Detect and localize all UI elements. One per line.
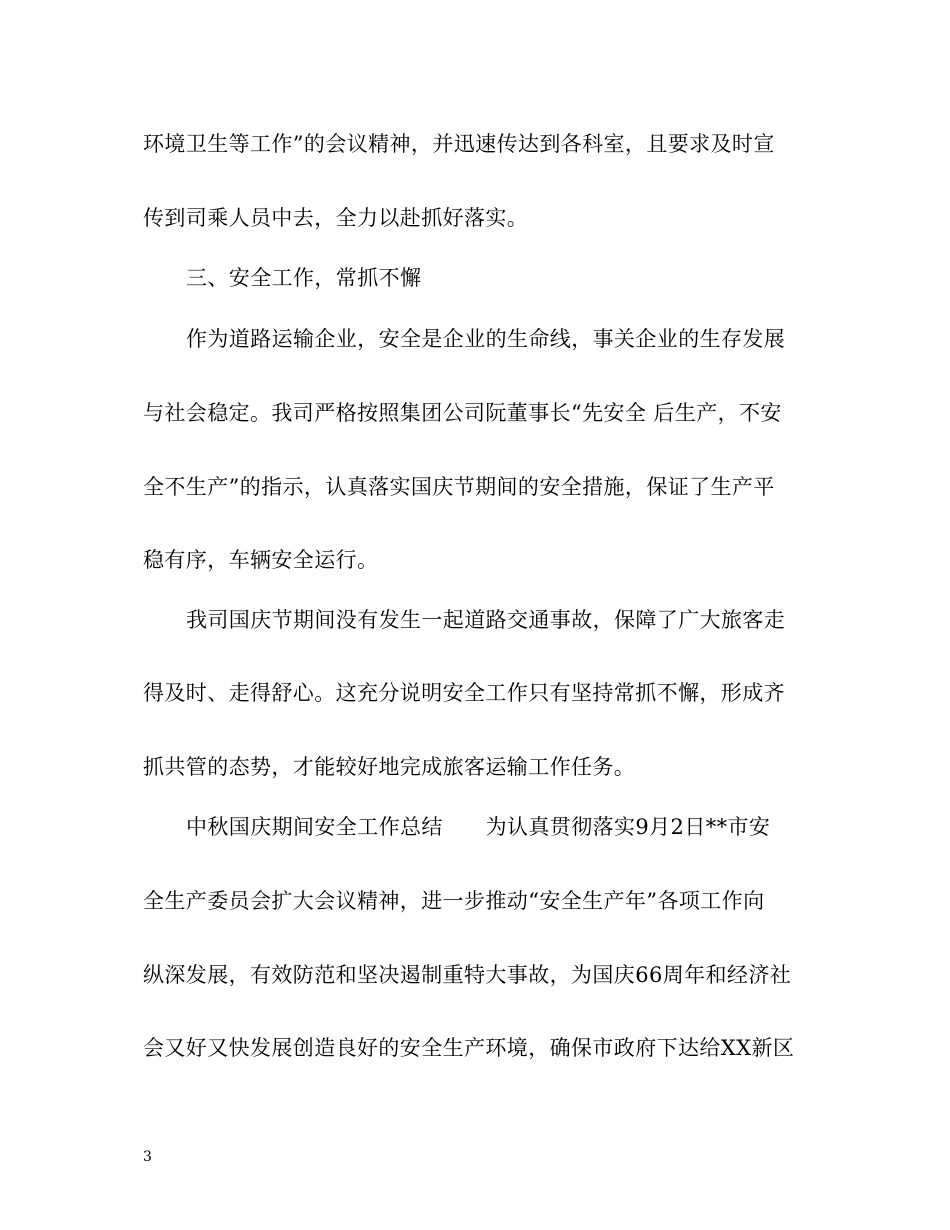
text-line: 全生产委员会扩大会议精神，进一步推动“安全生产年”各项工作向 <box>143 889 765 913</box>
text-line: 抓共管的态势，才能较好地完成旅客运输工作任务。 <box>143 755 636 779</box>
page-number: 3 <box>143 1149 152 1165</box>
text-line: 我司国庆节期间没有发生一起道路交通事故，保障了广大旅客走 <box>186 608 786 632</box>
text-line: 全不生产”的指示，认真落实国庆节期间的安全措施，保证了生产平 <box>143 475 775 499</box>
text-line: 传到司乘人员中去，全力以赴抓好落实。 <box>143 206 529 230</box>
section-heading: 三、安全工作，常抓不懈 <box>186 266 422 290</box>
text-line: 得及时、走得舒心。这充分说明安全工作只有坚持常抓不懈，形成齐 <box>143 681 785 705</box>
text-line: 与社会稳定。我司严格按照集团公司阮董事长“先安全 后生产，不安 <box>143 401 782 425</box>
text-line: 作为道路运输企业，安全是企业的生命线，事关企业的生存发展 <box>186 327 786 351</box>
text-line: 稳有序，车辆安全运行。 <box>143 548 379 572</box>
text-line: 会又好又快发展创造良好的安全生产环境，确保市政府下达给XX新区 <box>143 1036 795 1060</box>
text-line: 环境卫生等工作”的会议精神，并迅速传达到各科室，且要求及时宣 <box>143 132 775 156</box>
text-line: 纵深发展，有效防范和坚决遏制重特大事故，为国庆66周年和经济社 <box>143 963 792 987</box>
text-line: 中秋国庆期间安全工作总结 为认真贯彻落实9月2日**市安 <box>186 815 771 839</box>
